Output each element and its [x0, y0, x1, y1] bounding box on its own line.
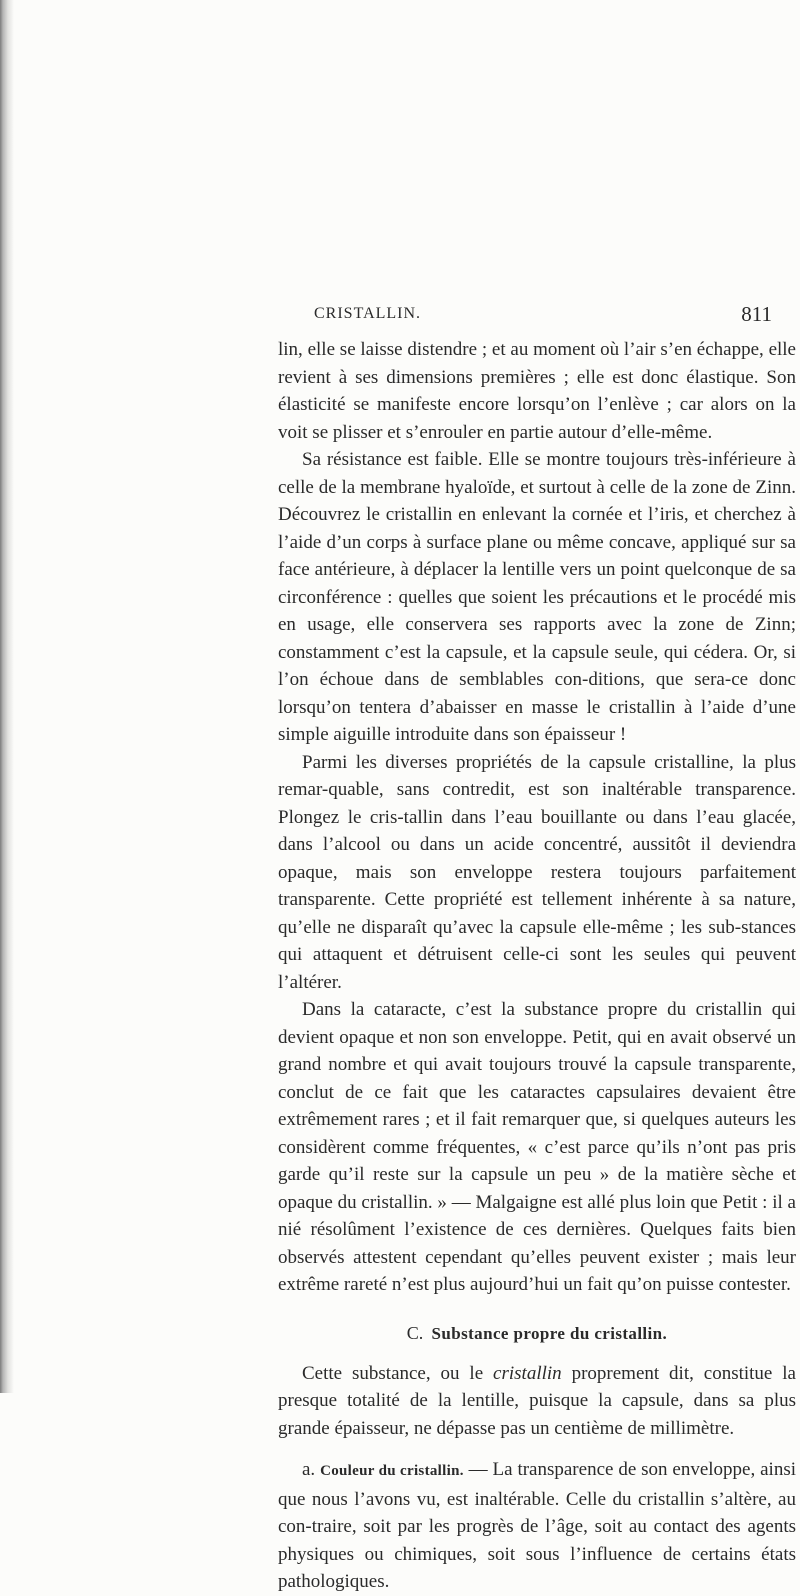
- page-number: 811: [741, 302, 772, 326]
- page-binding-edge: [0, 0, 14, 1393]
- page-body: [278, 336, 796, 1596]
- paragraph-4: Dans la cataracte, c’est la substance propre du cristallin qui devient opaque et non son enveloppe. Petit, qui en avait observé un grand nombre et qui avait toujours trouvé la capsule transparente, conclut de ce fait que les cataractes capsulaires devaient être extrêmement rares ; et il fait remarquer que, si quelques auteurs les considèrent comme fréquentes, « c’est parce qu’ils n’ont pas pris garde qu’il reste sur la capsule un peu » de la matière sèche et opaque du cristallin. » — Malgaigne est allé plus loin que Petit : il a nié résolûment l’existence de ces dernières. Quelques faits bien observés attestent cependant qu’elles peuvent exister ; mais leur extrême rareté n’est plus aujourd’hui un fait qu’on puisse contester.: [278, 999, 796, 1295]
- paragraph-3: Parmi les diverses propriétés de la capsule cristalline, la plus remar-quable, sans contredit, est son inaltérable transparence. Plongez le cris-tallin dans l’eau bouillante ou dans l’eau glacée, dans l’alcool ou dans un acide concentré, aussitôt il deviendra opaque, mais son enveloppe restera toujours parfaitement transparente. Cette propriété est tellement inhérente à sa nature, qu’elle ne disparaît qu’avec la capsule elle-même ; les sub-stances qui attaquent et détruisent celle-ci sont les seules qui peuvent l’altérer.: [278, 751, 796, 993]
- section-text-start: Cette substance, ou le: [302, 1362, 494, 1384]
- paragraph-1: lin, elle se laisse distendre ; et au moment où l’air s’en échappe, elle revient à ses dimensions premières ; elle est donc élastique. Son élasticité se manifeste encore lorsqu’on l’enlève ; car alors on la voit se plisser et s’enrouler en partie autour d’elle-même.: [278, 339, 796, 443]
- section-paragraph: [278, 1360, 796, 1443]
- paragraph-2: Sa résistance est faible. Elle se montre toujours très-inférieure à celle de la membrane hyaloïde, et surtout à celle de la zone de Zinn. Découvrez le cristallin en enlevant la cornée et l’iris, et cherchez à l’aide d’un corps à surface plane ou même concave, appliqué sur sa face antérieure, à déplacer la lentille vers un point quelconque de sa circonférence : quelles que soient les précautions et le procédé mis en usage, elle conservera ses rapports avec la zone de Zinn; constamment c’est la capsule, et la capsule seule, qui cédera. Or, si l’on échoue dans de semblables con-ditions, que sera-ce donc lorsqu’on tentera d’abaisser en masse le cristallin à l’aide d’une simple aiguille introduite dans son épaisseur !: [278, 449, 796, 745]
- running-head: CRISTALLIN.: [314, 305, 422, 322]
- subsection-title: Couleur du cristallin.: [320, 1463, 464, 1479]
- section-title: Substance propre du cristallin.: [431, 1323, 668, 1343]
- subsection-paragraph: [278, 1456, 796, 1596]
- section-emphasis: cristallin: [493, 1362, 562, 1384]
- page-header: [254, 302, 772, 331]
- subsection-text: — La transparence de son enveloppe, ainsi que nous l’avons vu, est inaltérable. Celle du cristallin s’altère, au con-traire, soit par les progrès de l’âge, soit au contact des agents physiques ou chimiques, soit sous l’influence de certains états pathologiques.: [278, 1459, 796, 1592]
- subsection-letter: a.: [302, 1459, 316, 1480]
- section-heading: [278, 1322, 796, 1345]
- section-text-end: proprement dit, constitue la presque totalité de la lentille, puisque la capsule, dans sa plus grande épaisseur, ne dépasse pas un centième de millimètre.: [278, 1362, 796, 1439]
- section-letter: C.: [406, 1322, 424, 1343]
